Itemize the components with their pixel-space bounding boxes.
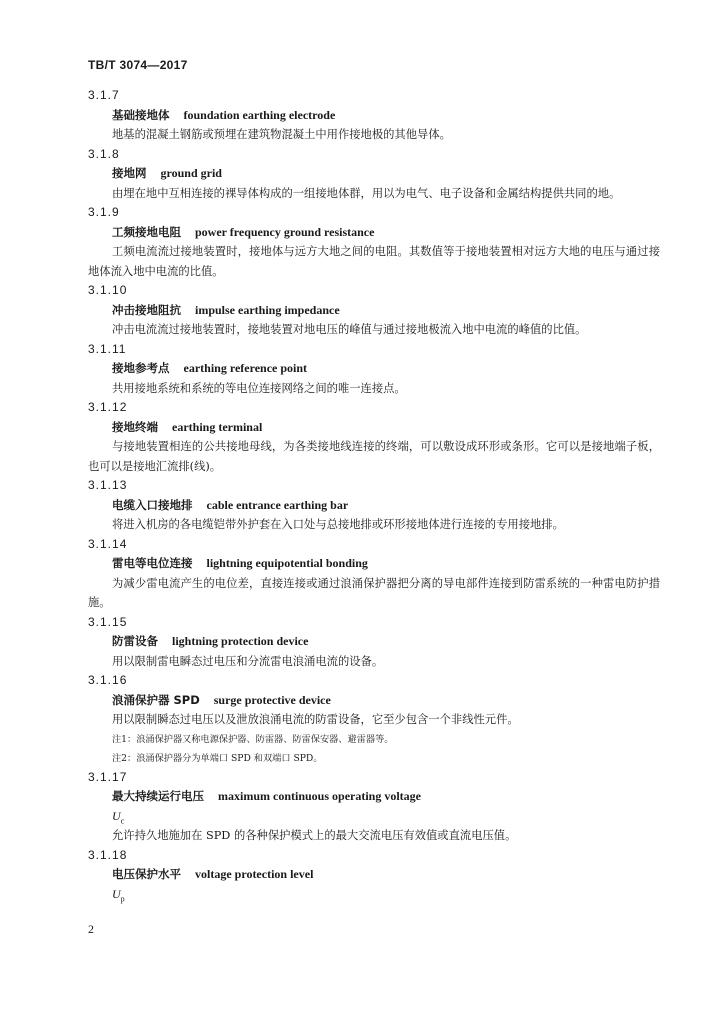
term-definition: 用以限制瞬态过电压以及泄放浪涌电流的防雷设备，它至少包含一个非线性元件。 (112, 713, 519, 726)
term-title (88, 106, 660, 126)
clause-number: 3.1.15 (88, 614, 128, 629)
term-definition: 冲击电流流过接地装置时，接地装置对地电压的峰值与通过接地极流入地中电流的峰值的比值。 (112, 323, 587, 336)
term-title (88, 359, 660, 379)
term-en: lightning equipotential bonding (206, 556, 368, 570)
term-en: voltage protection level (195, 867, 314, 881)
term-zh: 最大持续运行电压 (112, 789, 204, 803)
term-title (88, 418, 660, 438)
terms-list (88, 86, 660, 904)
symbol-subscript: p (120, 893, 125, 903)
term-definition: 共用接地系统和系统的等电位连接网络之间的唯一连接点。 (112, 381, 406, 395)
symbol-letter: U (112, 886, 121, 901)
term-definition: 由埋在地中互相连接的裸导体构成的一组接地体群，用以为电气、电子设备和金属结构提供共同的地。 (112, 186, 621, 200)
clause-number: 3.1.14 (88, 536, 128, 551)
term-title (88, 301, 660, 321)
term-definition: 地基的混凝土钢筋或预埋在建筑物混凝土中用作接地极的其他导体。 (112, 128, 451, 141)
term-zh: 冲击接地阻抗 (112, 302, 181, 317)
term-entry (88, 145, 660, 204)
term-entry (88, 535, 660, 613)
term-en: lightning protection device (172, 634, 309, 648)
term-title (88, 787, 660, 807)
term-en: foundation earthing electrode (183, 107, 336, 122)
term-en: surge protective device (213, 692, 331, 707)
term-definition: 允许持久地施加在 SPD 的各种保护模式上的最大交流电压有效值或直流电压值。 (112, 829, 517, 842)
term-zh: 电压保护水平 (112, 867, 181, 881)
term-definition: 工频电流流过接地装置时，接地体与远方大地之间的电阻。其数值等于接地装置相对远方大地的电压与通过接地体流入地中电流的比值。 (88, 245, 660, 278)
term-entry (88, 846, 660, 905)
clause-number: 3.1.17 (88, 769, 128, 784)
term-zh: 工频接地电阻 (112, 224, 181, 239)
term-entry (88, 398, 660, 476)
clause-number: 3.1.13 (88, 478, 128, 492)
clause-number: 3.1.7 (88, 88, 120, 102)
term-zh: 浪涌保护器 SPD (112, 692, 200, 707)
term-zh: 基础接地体 (112, 107, 170, 122)
term-entry (88, 671, 660, 768)
term-definition: 与接地装置相连的公共接地母线，为各类接地线连接的终端，可以敷设成环形或条形。它可以是接地端子板，也可以是接地汇流排(线)。 (88, 440, 660, 473)
clause-number: 3.1.16 (88, 673, 128, 687)
standard-code-header: TB/T 3074—2017 (88, 58, 188, 72)
term-en: ground grid (160, 166, 222, 180)
symbol-subscript: c (120, 815, 125, 825)
term-entry (88, 613, 660, 672)
term-title (88, 554, 660, 574)
term-entry (88, 476, 660, 535)
clause-number: 3.1.12 (88, 400, 128, 414)
term-definition: 为减少雷电流产生的电位差，直接连接或通过浪涌保护器把分离的导电部件连接到防雷系统的一种雷电防护措施。 (88, 576, 660, 609)
term-symbol (88, 807, 660, 827)
term-en: impulse earthing impedance (195, 302, 340, 317)
term-en: maximum continuous operating voltage (218, 789, 422, 803)
clause-number: 3.1.11 (88, 341, 127, 356)
term-zh: 电缆入口接地排 (112, 497, 193, 512)
term-title (88, 164, 660, 184)
symbol-letter: U (112, 808, 121, 823)
term-entry (88, 281, 660, 340)
term-entry (88, 203, 660, 281)
term-definition: 将进入机房的各电缆铠带外护套在入口处与总接地排或环形接地体进行连接的专用接地排。 (112, 518, 564, 531)
term-zh: 接地网 (112, 166, 147, 180)
term-entry (88, 86, 660, 145)
term-title (88, 223, 660, 243)
clause-number: 3.1.8 (88, 146, 120, 161)
term-en: earthing reference point (183, 361, 308, 375)
term-entry (88, 340, 660, 399)
term-zh: 防雷设备 (112, 634, 158, 648)
clause-number: 3.1.9 (88, 205, 120, 219)
term-definition: 用以限制雷电瞬态过电压和分流雷电浪涌电流的设备。 (112, 654, 384, 668)
term-title (88, 632, 660, 652)
term-note: 注1：浪涌保护器又称电源保护器、防雷器、防雷保安器、避雷器等。 (112, 733, 394, 745)
term-en: earthing terminal (172, 419, 263, 434)
term-en: power frequency ground resistance (195, 224, 375, 239)
term-title (88, 865, 660, 885)
page-number: 2 (88, 922, 94, 936)
term-en: cable entrance earthing bar (206, 497, 349, 512)
term-zh: 雷电等电位连接 (112, 556, 193, 570)
term-entry (88, 768, 660, 846)
term-symbol (88, 885, 660, 905)
term-zh: 接地终端 (112, 419, 158, 434)
term-title (88, 496, 660, 516)
clause-number: 3.1.18 (88, 847, 128, 862)
term-zh: 接地参考点 (112, 361, 170, 375)
term-note: 注2：浪涌保护器分为单端口 SPD 和双端口 SPD。 (112, 752, 323, 764)
clause-number: 3.1.10 (88, 283, 128, 297)
term-title (88, 691, 660, 711)
